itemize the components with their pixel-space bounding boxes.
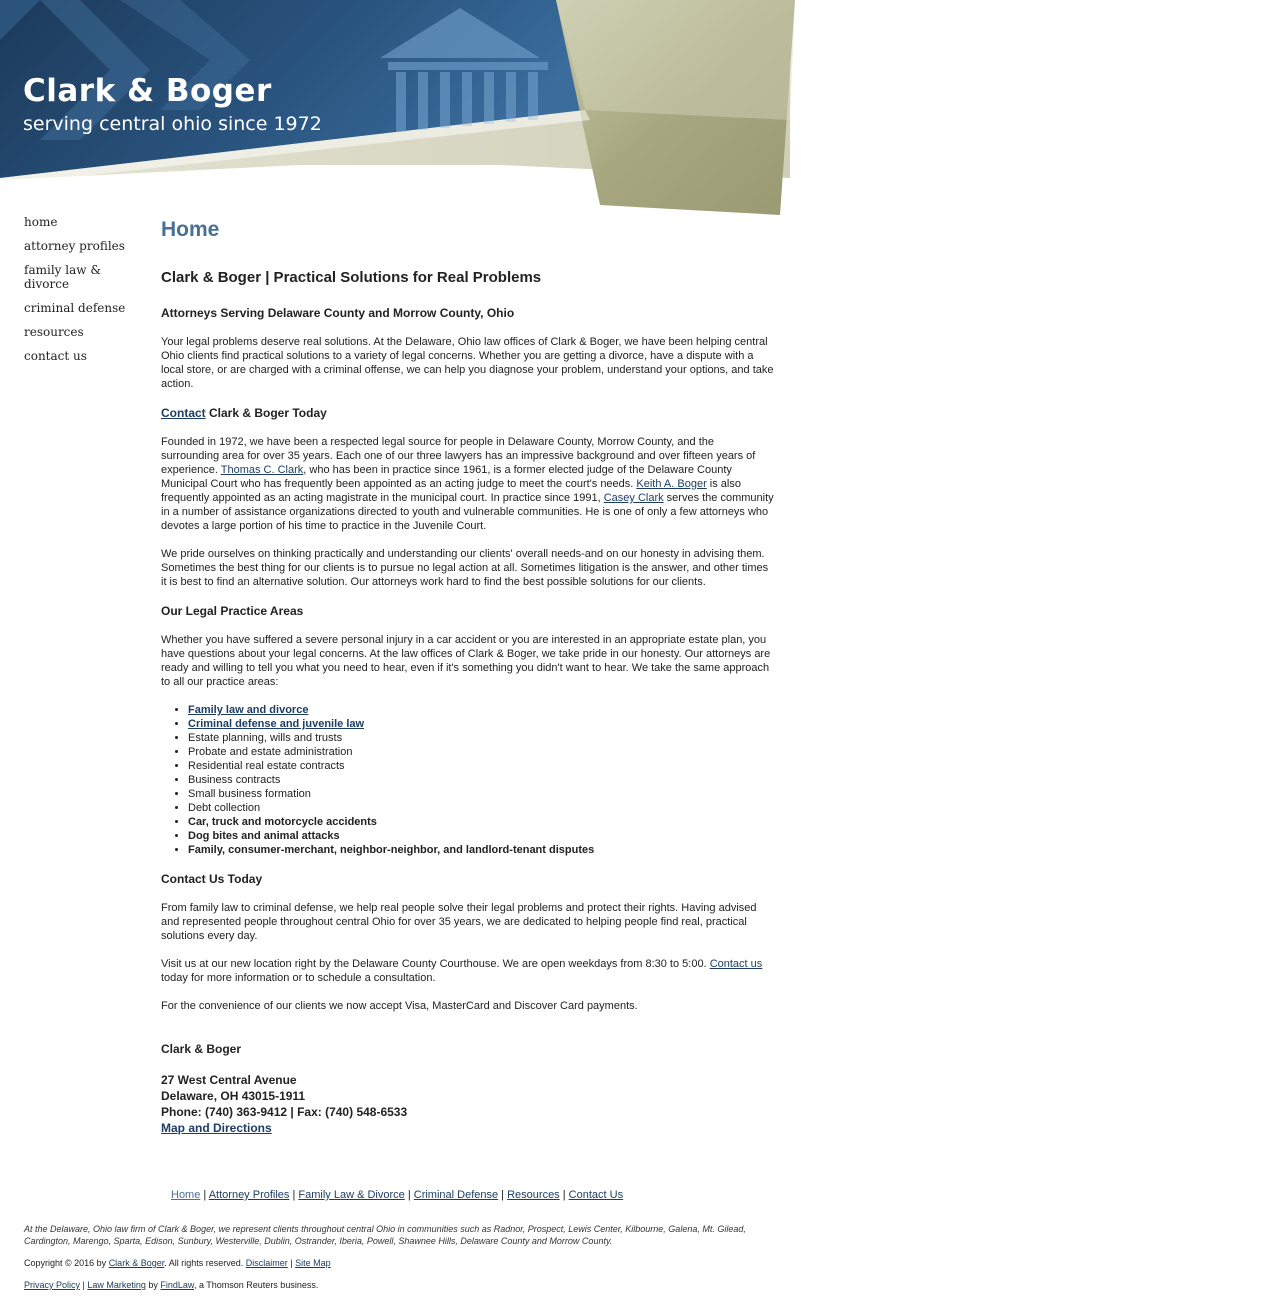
contact-heading-text: Clark & Boger Today: [205, 406, 327, 420]
family-law-link[interactable]: Family law and divorce: [188, 704, 309, 716]
separator: |: [80, 1280, 88, 1290]
keith-boger-link[interactable]: Keith A. Boger: [636, 478, 707, 490]
contact-heading: [161, 405, 775, 421]
list-item: • Debt collection: [188, 801, 775, 815]
list-item: [188, 703, 775, 717]
practice-areas-intro: Whether you have suffered a severe personal injury in a car accident or you are interested in an appropriate estate plan, you have questions about your legal concerns. At the law offices of Clark & Boger, we take pride in our honesty. Our attorneys are ready and willing to tell you what you need to hear, even if it's something you didn't want to hear. We take the same approach to all our practice areas:: [161, 634, 771, 688]
list-item: • Family, consumer-merchant, neighbor-neighbor, and landlord-tenant disputes: [188, 843, 775, 857]
contact-us-link[interactable]: Contact us: [709, 958, 763, 970]
casey-clark-link[interactable]: Casey Clark: [603, 492, 664, 504]
sidebar-item-resources[interactable]: resources: [24, 325, 84, 339]
by-text: by: [145, 1280, 161, 1290]
list-item: • Residential real estate contracts: [188, 759, 775, 773]
footer-link-home[interactable]: Home: [171, 1189, 201, 1201]
privacy-policy-link[interactable]: Privacy Policy: [24, 1280, 81, 1290]
copyright-firm-link[interactable]: Clark & Boger: [108, 1258, 165, 1268]
copyright-mid: . All rights reserved.: [164, 1258, 246, 1268]
page-title: Home: [161, 218, 220, 241]
list-item: [188, 717, 775, 731]
site-header: [0, 0, 800, 220]
address-street: 27 West Central Avenue: [161, 1073, 297, 1087]
subheading: Attorneys Serving Delaware County and Morrow County, Ohio: [161, 306, 515, 320]
map-directions-link[interactable]: Map and Directions: [161, 1121, 272, 1135]
contact-text-b: today for more information or to schedule a consultation.: [161, 972, 436, 984]
law-marketing-link[interactable]: Law Marketing: [87, 1280, 146, 1290]
contact-today-heading: Contact Us Today: [161, 872, 263, 886]
thomas-clark-link[interactable]: Thomas C. Clark: [220, 464, 304, 476]
sidebar-nav: [24, 215, 134, 373]
payments-paragraph: For the convenience of our clients we now accept Visa, MasterCard and Discover Card payments.: [161, 1000, 638, 1012]
founded-text-4: serves the community in a number of assistance organizations directed to youth and vulnerable communities. He is one of only a few attorneys who devotes a large portion of his time to practice in the Juvenile Court.: [161, 492, 774, 532]
main-content: [161, 215, 775, 1136]
intro-paragraph: Your legal problems deserve real solutions. At the Delaware, Ohio law offices of Clark & Boger, we have been helping central Ohio clients find practical solutions to a variety of legal concerns. Whether you are getting a divorce, have a dispute with a local store, or are charged with a criminal offense, we can help you diagnose your problem, understand your options, and take action.: [161, 336, 774, 390]
tagline: serving central ohio since 1972: [23, 113, 322, 135]
list-item: • Small business formation: [188, 787, 775, 801]
address-firm: Clark & Boger: [161, 1042, 242, 1056]
footer-link-contact-us[interactable]: Contact Us: [568, 1189, 624, 1201]
footer-link-resources[interactable]: Resources: [507, 1189, 560, 1201]
footer-link-family-law[interactable]: Family Law & Divorce: [298, 1189, 405, 1201]
sidebar-item-criminal-defense[interactable]: criminal defense: [24, 301, 126, 315]
firm-name: Clark & Boger: [23, 73, 272, 109]
footer-link-criminal-defense[interactable]: Criminal Defense: [413, 1189, 499, 1201]
main-heading: Clark & Boger | Practical Solutions for Real Problems: [161, 269, 542, 286]
legal-suffix: , a Thomson Reuters business.: [193, 1280, 319, 1290]
list-item: • Dog bites and animal attacks: [188, 829, 775, 843]
legal-line: [24, 1280, 318, 1290]
disclaimer-link[interactable]: Disclaimer: [245, 1258, 288, 1268]
founded-paragraph: [161, 435, 775, 533]
sidebar-item-home[interactable]: home: [24, 215, 58, 229]
contact-paragraph-1: From family law to criminal defense, we help real people solve their legal problems and protect their rights. Having advised and represented people throughout central Ohio for over 35 years, we are dedicated to helping people find real, practical solutions every day.: [161, 902, 757, 942]
address-phone: Phone: (740) 363-9412 | Fax: (740) 548-6533: [161, 1105, 408, 1119]
contact-link[interactable]: Contact: [161, 406, 206, 420]
founded-text-3: is also frequently appointed as an acting magistrate in the municipal court. In practice since 1991,: [161, 478, 741, 504]
list-item: • Estate planning, wills and trusts: [188, 731, 775, 745]
practice-areas-heading: Our Legal Practice Areas: [161, 604, 304, 618]
separator: |: [287, 1258, 296, 1268]
practice-areas-list: [161, 703, 775, 857]
copyright-prefix: Copyright © 2016 by: [24, 1258, 109, 1268]
address-block: [161, 1041, 775, 1136]
brand: [23, 72, 322, 136]
contact-text-a: Visit us at our new location right by the Delaware County Courthouse. We are open weekdays from 8:30 to 5:00.: [161, 958, 710, 970]
contact-paragraph-2: [161, 957, 775, 985]
sidebar-item-attorney-profiles[interactable]: attorney profiles: [24, 239, 125, 253]
list-item: • Probate and estate administration: [188, 745, 775, 759]
site-map-link[interactable]: Site Map: [295, 1258, 331, 1268]
footer-link-attorney-profiles[interactable]: Attorney Profiles: [208, 1189, 290, 1201]
criminal-defense-link[interactable]: Criminal defense and juvenile law: [188, 718, 365, 730]
footer-communities-note: At the Delaware, Ohio law firm of Clark & Boger, we represent clients throughout central Ohio in communities such as Radnor, Prospect, Lewis Center, Kilbourne, Galena, Mt. Gilead, Cardington, Marengo, Sparta, Edison, Sunbury, Westerville, Dublin, Ostrander, Iberia, Powell, Shawnee Hills, Delaware County and Morrow County.: [24, 1224, 746, 1246]
pride-paragraph: We pride ourselves on thinking practically and understanding our clients' overall needs-and on our honesty in advising them. Sometimes the best thing for our clients is to pursue no legal action at all. Sometimes litigation is the answer, and other times it is best to find an alternative solution. Our attorneys work hard to find the best possible solutions for our clients.: [161, 548, 769, 588]
founded-text-1: Founded in 1972, we have been a respected legal source for people in Delaware County, Morrow County, and the surrounding area for over 35 years. Each one of our three lawyers has an impressive background and over fifteen years of experience.: [161, 436, 756, 476]
copyright-line: [24, 1258, 331, 1268]
list-item: • Business contracts: [188, 773, 775, 787]
footer-nav: Home | Attorney Profiles | Family Law & Divorce | Criminal Defense | Resources | Contact Us: [171, 1189, 624, 1201]
list-item: • Car, truck and motorcycle accidents: [188, 815, 775, 829]
findlaw-link[interactable]: FindLaw: [160, 1280, 194, 1290]
sidebar-item-family-law[interactable]: family law & divorce: [24, 263, 102, 291]
founded-text-2: , who has been in practice since 1961, is a former elected judge of the Delaware County Municipal Court who has frequently been appointed as an acting judge to meet the court's needs.: [161, 464, 732, 490]
sidebar-item-contact-us[interactable]: contact us: [24, 349, 87, 363]
address-city: Delaware, OH 43015-1911: [161, 1089, 306, 1103]
